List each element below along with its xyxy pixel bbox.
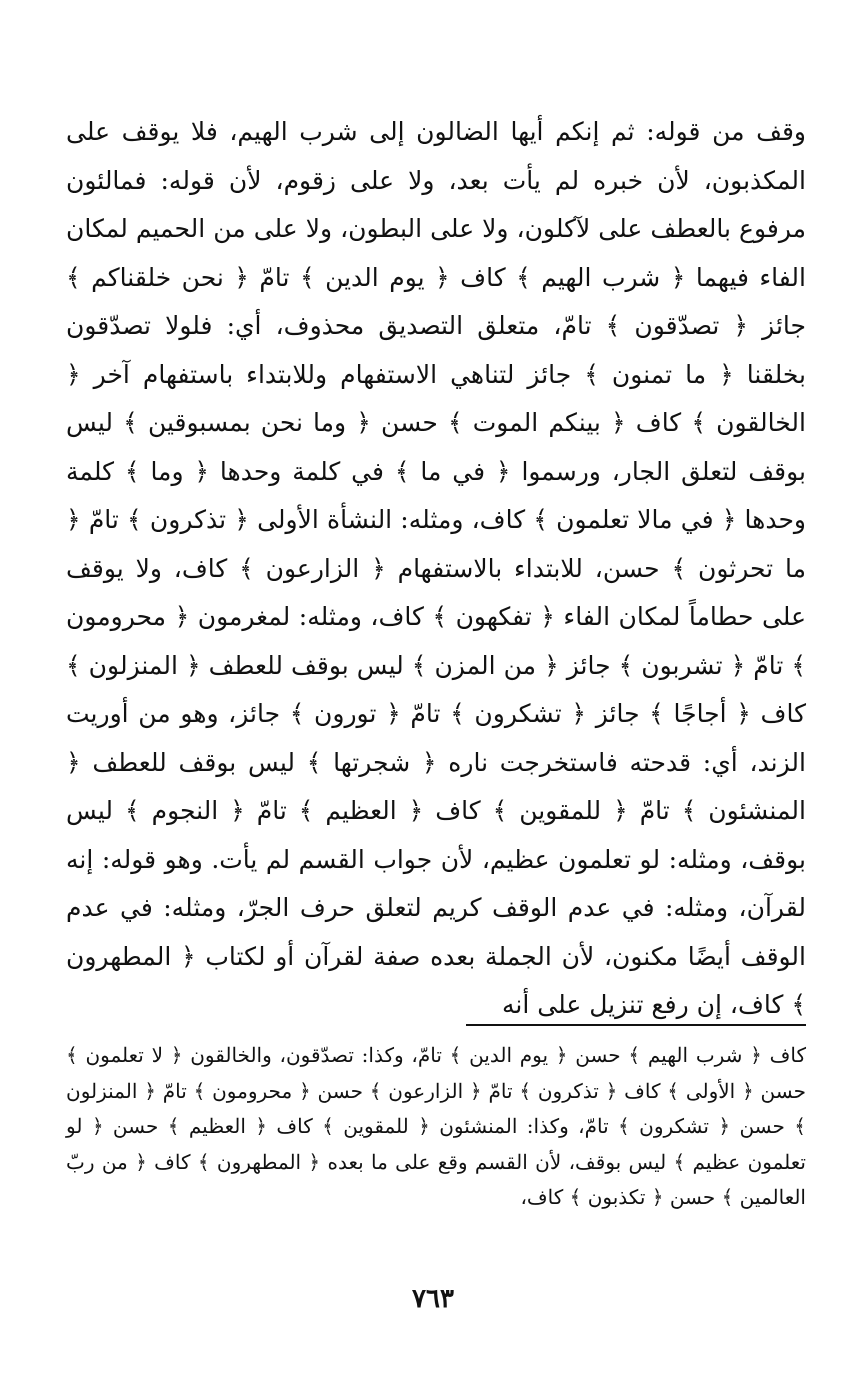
page-number: ٧٦٣ [412, 1284, 454, 1314]
main-text: وقف من قوله: ثم إنكم أيها الضالون إلى شرب الهيم، فلا يوقف على المكذبون، لأن خبره لم يأت بعد، ولا على زقوم، لأن قوله: فمالئون مرفوع بالعطف على لآكلون، ولا على البطون، ولا على من الحميم لمكان الفاء فيهما ﴿ شرب الهيم ﴾ كاف ﴿ يوم الدين ﴾ تامّ ﴿ نحن خلقناكم ﴾ جائز ﴿ تصدّقون ﴾ تامّ، متعلق التصديق محذوف، أي: فلولا تصدّقون بخلقنا ﴿ ما تمنون ﴾ جائز لتناهي الاستفهام وللابتداء باستفهام آخر ﴿ الخالقون ﴾ كاف ﴿ بينكم الموت ﴾ حسن ﴿ وما نحن بمسبوقين ﴾ ليس بوقف لتعلق الجار، ورسموا ﴿ في ما ﴾ في كلمة وحدها ﴿ وما ﴾ كلمة وحدها ﴿ في مالا تعلمون ﴾ كاف، ومثله: النشأة الأولى ﴿ تذكرون ﴾ تامّ ﴿ ما تحرثون ﴾ حسن، للابتداء بالاستفهام ﴿ الزارعون ﴾ كاف، ولا يوقف على حطاماً لمكان الفاء ﴿ تفكهون ﴾ كاف، ومثله: لمغرمون ﴿ محرومون ﴾ تامّ ﴿ تشربون ﴾ جائز ﴿ من المزن ﴾ ليس بوقف للعطف ﴿ المنزلون ﴾ كاف ﴿ أجاجًا ﴾ جائز ﴿ تشكرون ﴾ تامّ ﴿ تورون ﴾ جائز، وهو من أوريت الزند، أي: قدحته فاستخرجت ناره ﴿ شجرتها ﴾ ليس بوقف للعطف ﴿ المنشئون ﴾ تامّ ﴿ للمقوين ﴾ كاف ﴿ العظيم ﴾ تامّ ﴿ النجوم ﴾ ليس بوقف، ومثله: لو تعلمون عظيم، لأن جواب القسم لم يأت. وهو قوله: إنه لقرآن، ومثله: في عدم الوقف كريم لتعلق حرف الجرّ، ومثله: في عدم الوقف أيضًا مكنون، لأن الجملة بعده صفة لقرآن أو لكتاب ﴿ المطهرون ﴾ كاف، إن رفع تنزيل على أنه [66, 117, 806, 1019]
footnote-text: كاف ﴿ شرب الهيم ﴾ حسن ﴿ يوم الدين ﴾ تامّ، وكذا: تصدّقون، والخالقون ﴿ لا تعلمون ﴾ حسن ﴿ الأولى ﴾ كاف ﴿ تذكرون ﴾ تامّ ﴿ الزارعون ﴾ حسن ﴿ محرومون ﴾ تامّ ﴿ المنزلون ﴾ حسن ﴿ تشكرون ﴾ تامّ، وكذا: المنشئون ﴿ للمقوين ﴾ كاف ﴿ العظيم ﴾ حسن ﴿ لو تعلمون عظيم ﴾ ليس بوقف، لأن القسم وقع على ما بعده ﴿ المطهرون ﴾ كاف ﴿ من ربّ العالمين ﴾ حسن ﴿ تكذبون ﴾ كاف، [66, 1043, 806, 1209]
footnote-divider [466, 1024, 806, 1026]
